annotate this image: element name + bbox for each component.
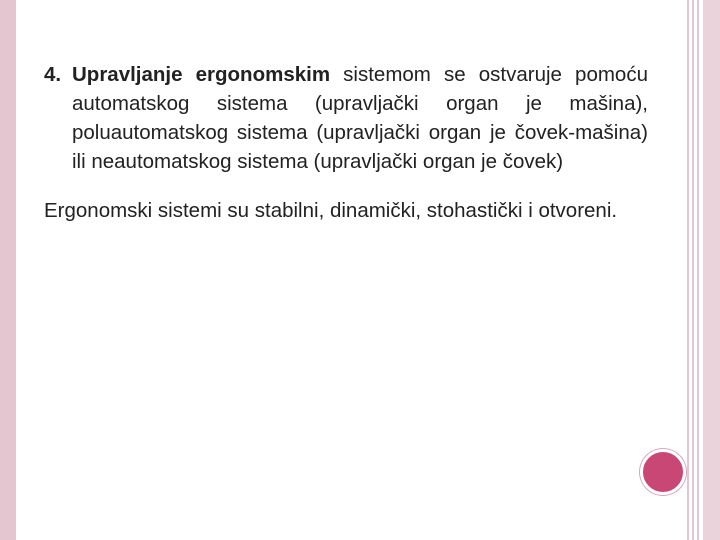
stripe — [687, 0, 689, 540]
accent-circle — [640, 449, 686, 495]
left-decorative-border — [0, 0, 16, 540]
item-text: sistemom se ostvaruje pomoću automatskog sistema (upravljački organ je mašina), poluautomatskog sistema (upravljački organ je čovek-mašina) ili neautomatskog sistema (upravljački organ je čovek) — [72, 63, 648, 173]
right-decorative-stripes — [683, 0, 720, 540]
item-number: 4. — [44, 63, 62, 86]
item-bold-text: Upravljanje ergonomskim — [72, 63, 331, 86]
slide-content — [44, 60, 648, 225]
numbered-item — [44, 60, 648, 176]
body-paragraph: Ergonomski sistemi su stabilni, dinamički, stohastički i otvoreni. — [44, 199, 618, 222]
stripe — [703, 0, 720, 540]
stripe — [692, 0, 694, 540]
stripe — [697, 0, 699, 540]
